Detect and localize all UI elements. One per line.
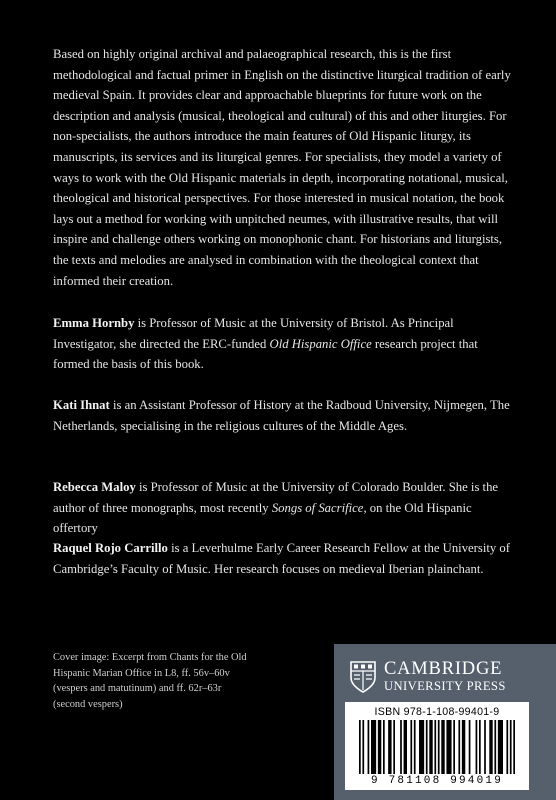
barcode-bar <box>476 720 478 774</box>
barcode-bar <box>404 720 407 774</box>
barcode-digits: 9 781108 994019 <box>370 775 504 787</box>
barcode-bar <box>484 720 486 774</box>
barcode-bar <box>383 720 385 774</box>
barcode-bar <box>489 720 492 774</box>
cambridge-crest-icon <box>350 661 376 693</box>
author-name: Rebecca Maloy <box>53 480 136 494</box>
barcode-bar <box>426 720 428 774</box>
barcode-bar <box>498 720 503 774</box>
barcode-bar <box>469 720 471 774</box>
publisher-name-line2: UNIVERSITY PRESS <box>384 679 506 693</box>
barcode-bar <box>362 720 364 774</box>
barcode-bar <box>368 720 370 774</box>
barcode-bar <box>510 720 512 774</box>
barcode-bar <box>414 720 416 774</box>
author-bio-hornby: Emma Hornby is Professor of Music at the University of Bristol. As Principal Investigator, she directed the ERC-funded Old Hispanic Office research project that formed the basis of this book. <box>53 316 478 372</box>
barcode-bar <box>506 720 508 774</box>
barcode-bar <box>441 720 444 774</box>
barcode-bar <box>494 720 496 774</box>
author-bio-maloy: Rebecca Maloy is Professor of Music at the University of Colorado Boulder. She is the author of three monographs, most recently Songs of Sacrifice, on the Old Hispanic offertory <box>53 480 499 536</box>
author-name: Emma Hornby <box>53 316 135 330</box>
publisher-logo <box>350 656 540 698</box>
author-name: Raquel Rojo Carrillo <box>53 541 168 555</box>
barcode-bar <box>513 720 515 774</box>
barcode-bar <box>378 720 381 774</box>
barcode-bar <box>429 720 432 774</box>
cover-image-credit: Cover image: Excerpt from Chants for the Old Hispanic Marian Office in L8, ff. 56v–60v (vespers and matutinum) and ff. 62r–63r (second vespers) <box>53 652 247 710</box>
author-name: Kati Ihnat <box>53 398 110 412</box>
isbn-label: ISBN 978-1-108-99401-9 <box>374 706 500 718</box>
barcode-bar <box>453 720 455 774</box>
barcode-bar <box>446 720 451 774</box>
barcode-bar <box>434 720 436 774</box>
barcode-box <box>345 702 529 790</box>
barcode-bar <box>458 720 460 774</box>
barcode-bar <box>359 720 361 774</box>
book-blurb: Based on highly original archival and palaeographical research, this is the first methodological and factual primer in English on the distinctive liturgical tradition of early medieval Spain. It provides clear and approachable blueprints for future work on the description and analysis (musical, theological and cultural) of this and other liturgies. For non-specialists, the authors introduce the main features of Old Hispanic liturgy, its manuscripts, its services and its liturgical genres. For specialists, they model a variety of ways to work with the Old Hispanic materials in depth, incorporating notational, musical, theological and historical perspectives. For those interested in musical notation, the book lays out a method for working with unpitched neumes, with illustrative results, that will inspire and challenge others working on monophonic chant. For historians and liturgists, the texts and melodies are analysed in combination with the theological context that informed their creation. <box>53 47 511 288</box>
barcode-bar <box>462 720 465 774</box>
barcode-bar <box>410 720 412 774</box>
barcode-bar <box>479 720 481 774</box>
barcode-bar <box>371 720 376 774</box>
barcode-bar <box>388 720 391 774</box>
barcode-bar <box>400 720 402 774</box>
barcode-bar <box>419 720 424 774</box>
barcode-bar <box>393 720 395 774</box>
author-bio-ihnat: Kati Ihnat is an Assistant Professor of History at the Radboud University, Nijmegen, The Netherlands, specialising in the religious cultures of the Middle Ages. <box>53 398 510 433</box>
barcode <box>359 720 515 774</box>
publisher-name-line1: CAMBRIDGE <box>384 659 503 679</box>
author-bio-rojo-carrillo: Raquel Rojo Carrillo is a Leverhulme Early Career Research Fellow at the University of Cambridge’s Faculty of Music. Her research focuses on medieval Iberian plainchant. <box>53 541 510 576</box>
barcode-bar <box>438 720 440 774</box>
